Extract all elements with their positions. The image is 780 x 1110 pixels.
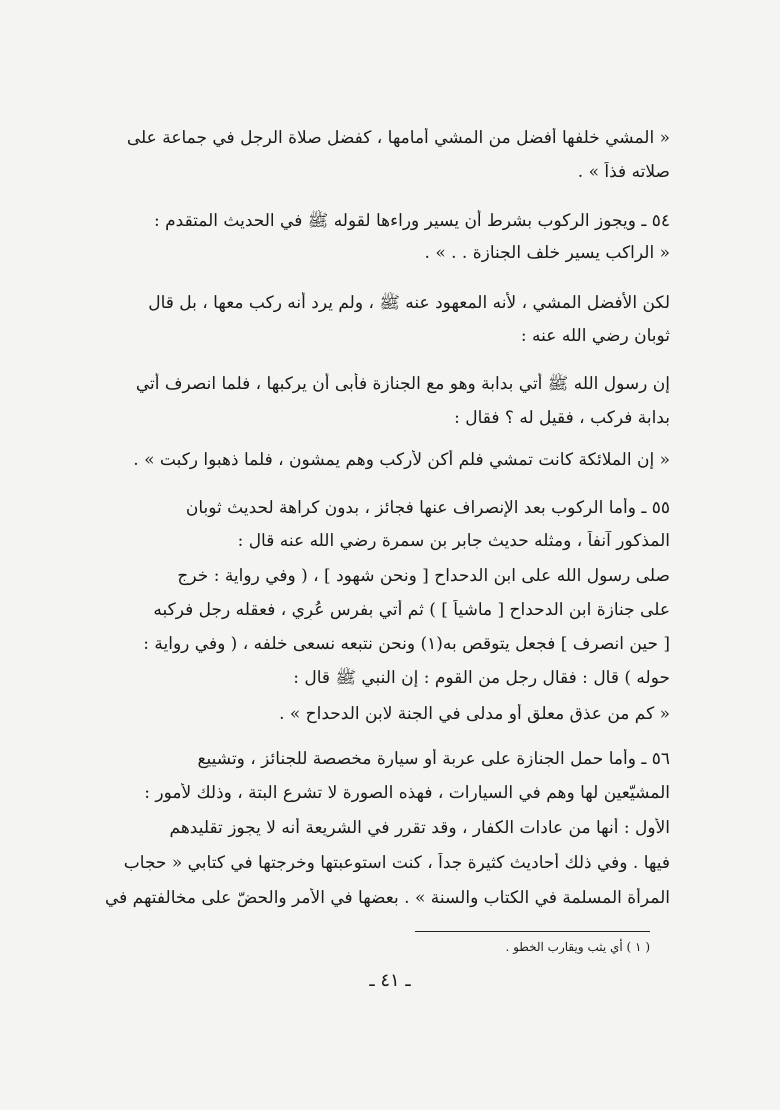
- text-line-8: بدابة فركب ، فقيل له ؟ فقال :: [454, 408, 670, 428]
- text-line-1: « المشي خلفها أفضل من المشي أمامها ، كفضل صلاة الرجل في جماعة على: [126, 128, 670, 148]
- footnote: ( ١ ) أي يثب ويقارب الخطو .: [505, 940, 650, 954]
- page-number: ـ ٤١ ـ: [369, 970, 411, 991]
- text-line-21: المرأة المسلمة في الكتاب والسنة » . بعضها في الأمر والحضّ على مخالفتهم في: [104, 888, 670, 908]
- text-line-18: المشيّعين لها وهم في السيارات ، فهذه الصورة لا تشرع البتة ، وذلك لأمور :: [144, 783, 670, 803]
- text-line-16: « كم من عذق معلق أو مدلى في الجنة لابن الدحداح » .: [279, 704, 670, 724]
- text-line-12: صلى رسول الله على ابن الدحداح [ ونحن شهود ] ، ( وفي رواية : خرج: [177, 566, 670, 586]
- text-line-3: ٥٤ ـ ويجوز الركوب بشرط أن يسير وراءها لقوله ﷺ في الحديث المتقدم :: [153, 211, 670, 231]
- text-line-20: فيها . وفي ذلك أحاديث كثيرة جداً ، كنت استوعبتها وخرجتها في كتابي « حجاب: [123, 853, 670, 873]
- text-line-13: على جنازة ابن الدحداح [ ماشياً ] ) ثم أتي بفرس عُرِي ، فعقله رجل فركبه: [153, 600, 670, 620]
- text-line-15: حوله ) قال : فقال رجل من القوم : إن النبي ﷺ قال :: [293, 668, 670, 688]
- text-line-17: ٥٦ ـ وأما حمل الجنازة على عربة أو سيارة مخصصة للجنائز ، وتشييع: [197, 749, 670, 769]
- text-line-14: [ حين انصرف ] فجعل يتوقص به(١) ونحن نتبعه نسعى خلفه ، ( وفي رواية :: [143, 634, 670, 654]
- text-line-4: « الراكب يسير خلف الجنازة . . » .: [424, 243, 670, 263]
- text-line-5: لكن الأفضل المشي ، لأنه المعهود عنه ﷺ ، ولم يرد أنه ركب معها ، بل قال: [148, 293, 670, 313]
- text-line-10: ٥٥ ـ وأما الركوب بعد الإنصراف عنها فجائز ، بدون كراهة لحديث ثوبان: [185, 498, 670, 518]
- text-line-9: « إن الملائكة كانت تمشي فلم أكن لأركب وهم يمشون ، فلما ذهبوا ركبت » .: [133, 450, 670, 470]
- text-line-2: صلاته فذاً » .: [577, 162, 670, 182]
- text-line-6: ثوبان رضي الله عنه :: [520, 326, 670, 346]
- text-line-11: المذكور آنفاً ، ومثله حديث جابر بن سمرة رضي الله عنه قال :: [237, 531, 670, 551]
- footnote-separator: [415, 931, 650, 932]
- text-line-7: إن رسول الله ﷺ أتي بدابة وهو مع الجنازة فأبى أن يركبها ، فلما انصرف أتي: [135, 374, 670, 394]
- text-line-19: الأول : أنها من عادات الكفار ، وقد تقرر في الشريعة أنه لا يجوز تقليدهم: [169, 818, 670, 838]
